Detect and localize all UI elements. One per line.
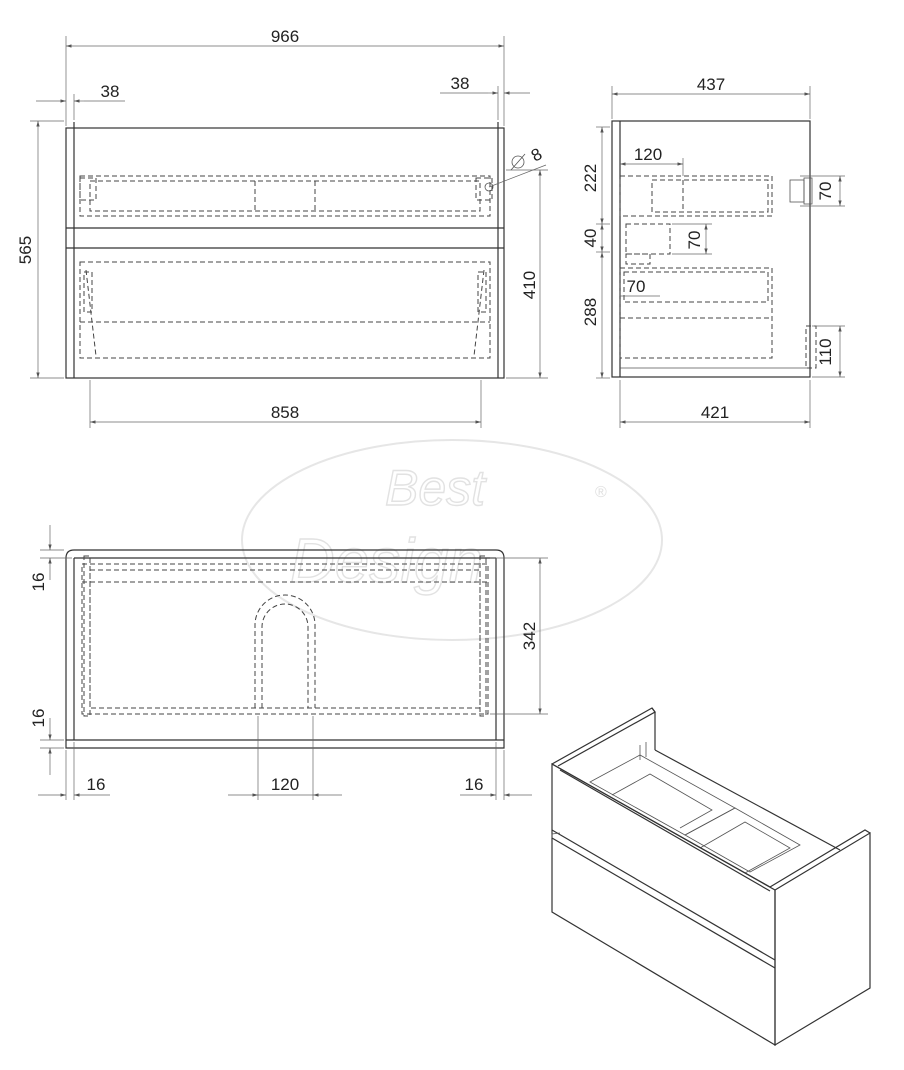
front-inner-width-label: 858 — [270, 403, 300, 422]
diameter-icon — [511, 154, 525, 170]
top-front-panel-label: 16 — [29, 708, 48, 728]
side-pipe-offset-label: 70 — [626, 277, 646, 296]
side-trap-offset-label: 120 — [633, 145, 663, 164]
top-left-side-label: 16 — [86, 775, 106, 794]
front-height-label: 565 — [16, 235, 35, 265]
front-left-side-label: 38 — [100, 82, 120, 101]
cabinet-isometric-icon — [552, 708, 870, 1045]
front-width-label: 966 — [270, 27, 300, 46]
front-drawer-height-label: 410 — [520, 270, 539, 300]
side-top-height-label: 222 — [581, 163, 600, 193]
side-plinth-label: 110 — [816, 338, 835, 366]
side-pipe-mid-label: 70 — [685, 230, 704, 250]
top-cutout-width-label: 120 — [270, 775, 300, 794]
watermark — [242, 440, 662, 640]
front-hole-diameter-label: 8 — [527, 144, 546, 166]
side-gap-height-label: 40 — [581, 228, 600, 248]
side-pipe-top-label: 70 — [816, 181, 835, 201]
watermark-line2: Design — [290, 527, 483, 596]
front-right-side-label: 38 — [450, 74, 470, 93]
top-back-panel-label: 16 — [29, 572, 48, 592]
side-bottom-height-label: 288 — [581, 297, 600, 327]
front-view — [16, 27, 548, 428]
side-depth-label: 437 — [696, 75, 726, 94]
side-view — [581, 75, 845, 428]
watermark-line1: Best — [385, 460, 486, 516]
top-right-side-label: 16 — [464, 775, 484, 794]
top-inner-depth-label: 342 — [520, 621, 539, 651]
side-inner-depth-label: 421 — [700, 403, 730, 422]
watermark-registered: ® — [595, 484, 607, 501]
